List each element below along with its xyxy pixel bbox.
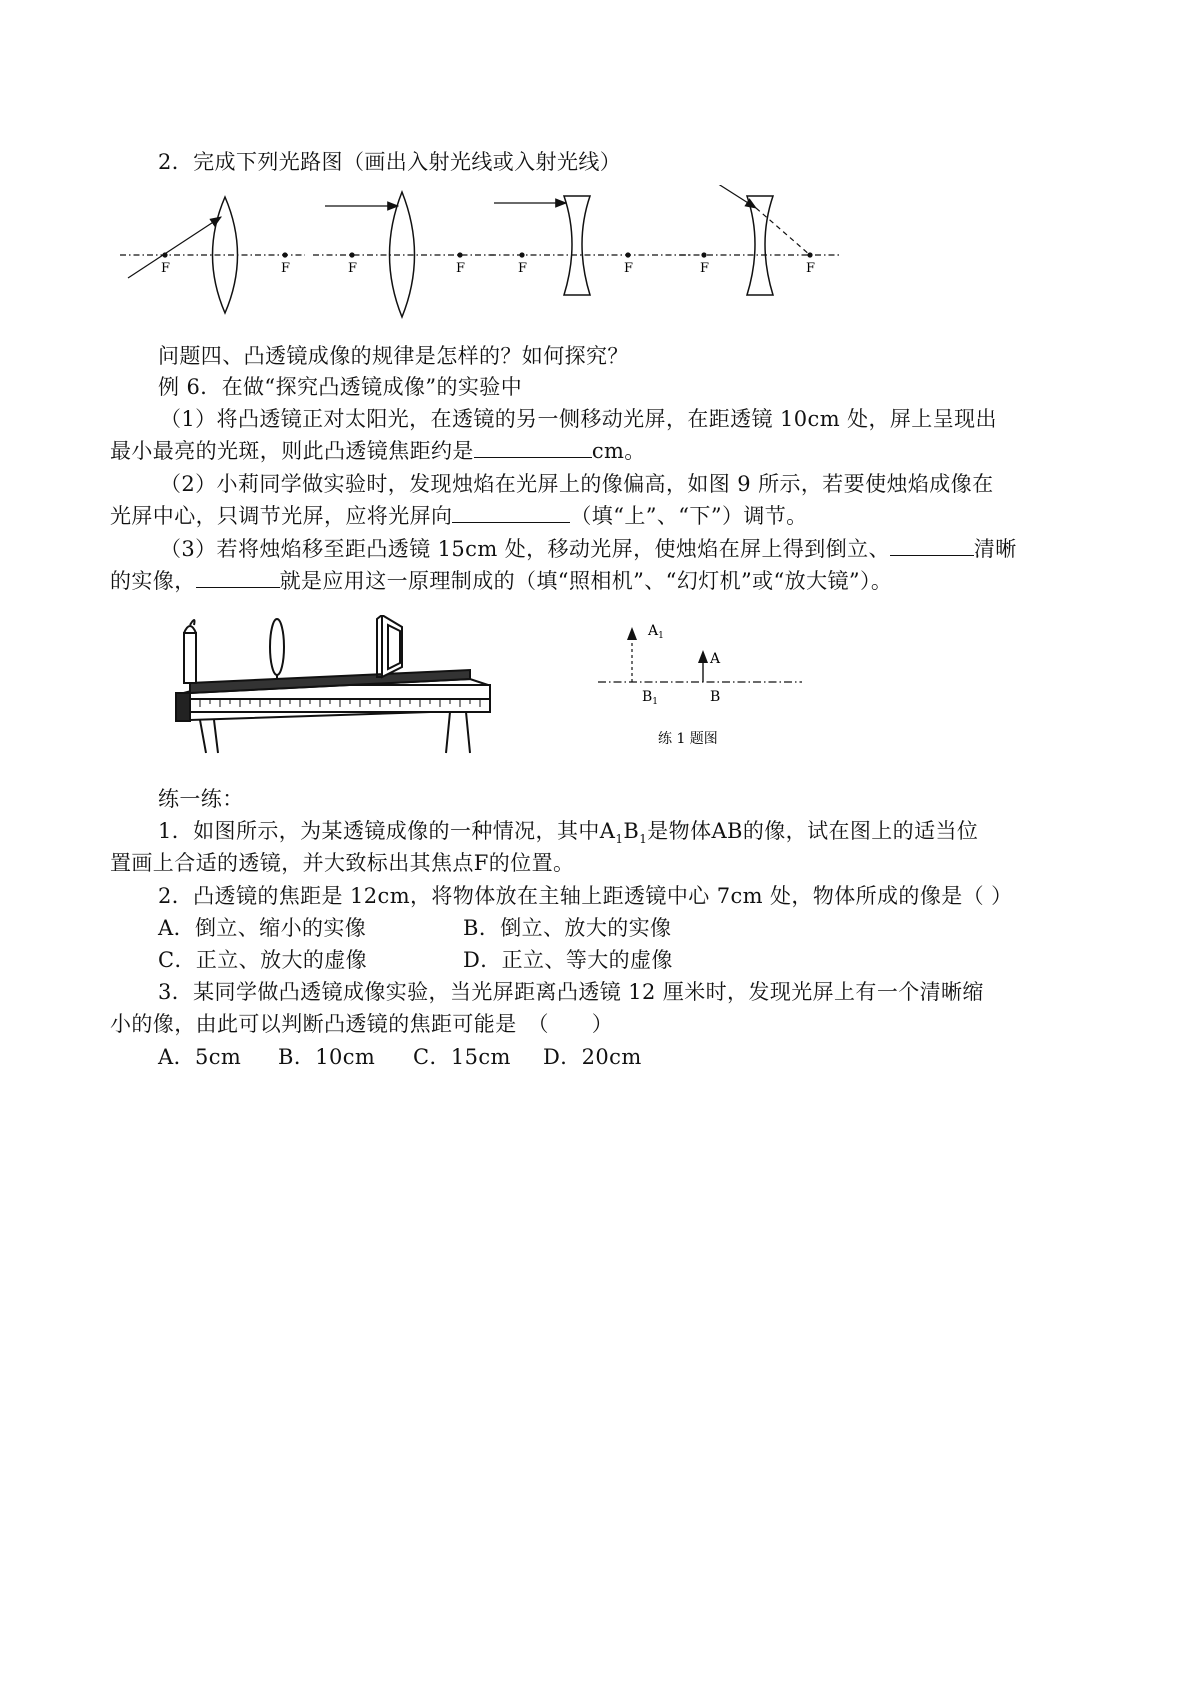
question-2-title: 2．完成下列光路图（画出入射光线或入射光线） [158, 150, 622, 174]
answer-blank[interactable] [474, 437, 592, 458]
focus-point [457, 252, 462, 257]
text: 最小最亮的光斑，则此凸透镜焦距约是 [110, 439, 474, 463]
focus-label: F [161, 261, 171, 276]
text: 是物体AB的像，试在图上的适当位 [647, 819, 979, 843]
diagram-3-concave-lens [490, 196, 692, 295]
practice-heading: 练一练： [158, 787, 244, 811]
option-a[interactable]: A．5cm [158, 1045, 242, 1069]
focus-point [701, 252, 706, 257]
focus-point [349, 252, 354, 257]
option-b[interactable]: B．10cm [278, 1045, 376, 1069]
text: （填“上”、“下”）调节。 [570, 504, 808, 528]
label-a: A [710, 651, 721, 667]
focus-label: F [624, 261, 634, 276]
text: cm。 [591, 439, 646, 463]
focus-label: F [456, 261, 466, 276]
light-path-diagrams [120, 185, 920, 320]
example-6-title: 例 6．在做“探究凸透镜成像”的实验中 [158, 375, 523, 399]
practice-q2-options-cd [158, 946, 673, 974]
option-c[interactable]: C．15cm [413, 1045, 511, 1069]
image-formation-figure [590, 610, 810, 750]
option-d[interactable]: D．20cm [543, 1045, 642, 1069]
section-4-title: 问题四、凸透镜成像的规律是怎样的？如何探究？ [158, 344, 629, 368]
optical-bench-illustration [170, 615, 500, 755]
practice-q3-cont: 小的像，由此可以判断凸透镜的焦距可能是 （ ） [110, 1012, 614, 1036]
practice-q1 [158, 817, 978, 853]
option-d[interactable]: D．正立、等大的虚像 [463, 948, 673, 972]
focus-label: F [806, 261, 816, 276]
subscript: 1 [639, 832, 648, 847]
focus-point [625, 252, 630, 257]
focus-label: F [518, 261, 528, 276]
option-a[interactable]: A．倒立、缩小的实像 [158, 916, 367, 940]
concave-lens [564, 196, 590, 295]
diagram-2-convex-lens [313, 192, 495, 317]
practice-q3-options [158, 1043, 642, 1071]
answer-blank[interactable] [452, 502, 570, 523]
example-6-part-2-cont [110, 502, 808, 530]
practice-q1-cont: 置画上合适的透镜，并大致标出其焦点F的位置。 [110, 851, 575, 875]
answer-blank[interactable] [196, 567, 280, 588]
text: 就是应用这一原理制成的（填“照相机”、“幻灯机”或“放大镜”）。 [279, 569, 893, 593]
text: （3）若将烛焰移至距凸透镜 15cm 处，移动光屏，使烛焰在屏上得到倒立、 [160, 537, 890, 561]
example-6-part-3 [160, 535, 1017, 563]
text: 光屏中心，只调节光屏，应将光屏向 [110, 504, 453, 528]
text: A [599, 819, 616, 843]
focus-label: F [281, 261, 291, 276]
focus-point [282, 252, 287, 257]
diagram-1-convex-lens [120, 197, 305, 313]
text: 清晰 [973, 537, 1017, 561]
text: 1．如图所示，为某透镜成像的一种情况，其中 [158, 819, 600, 843]
figure-caption: 练 1 题图 [658, 731, 718, 747]
extension-line [756, 208, 810, 255]
focus-label: F [700, 261, 710, 276]
example-6-part-1: （1）将凸透镜正对太阳光，在透镜的另一侧移动光屏，在距透镜 10cm 处，屏上呈现出 [160, 407, 997, 431]
label-a1: $A_1$ [648, 623, 664, 641]
example-6-part-1-cont [110, 437, 646, 465]
label-b: B [710, 689, 721, 705]
text: B [623, 819, 640, 843]
text: 的实像， [110, 569, 196, 593]
diagram-4-concave-lens [680, 185, 840, 295]
option-c[interactable]: C．正立、放大的虚像 [158, 948, 368, 972]
incident-ray [128, 217, 221, 278]
practice-q2: 2．凸透镜的焦距是 12cm，将物体放在主轴上距透镜中心 7cm 处，物体所成的像是（ ） [158, 884, 1013, 908]
label-b1: $B_1$ [642, 689, 659, 707]
practice-q2-options-ab [158, 914, 671, 942]
option-b[interactable]: B．倒立、放大的实像 [463, 916, 672, 940]
example-6-part-3-cont [110, 567, 892, 595]
answer-blank[interactable] [890, 535, 974, 556]
subscript: 1 [615, 832, 624, 847]
practice-q3: 3．某同学做凸透镜成像实验，当光屏距离凸透镜 12 厘米时，发现光屏上有一个清晰缩 [158, 980, 984, 1004]
example-6-part-2: （2）小莉同学做实验时，发现烛焰在光屏上的像偏高，如图 9 所示，若要使烛焰成像在 [160, 472, 994, 496]
focus-point [519, 252, 524, 257]
focus-label: F [348, 261, 358, 276]
